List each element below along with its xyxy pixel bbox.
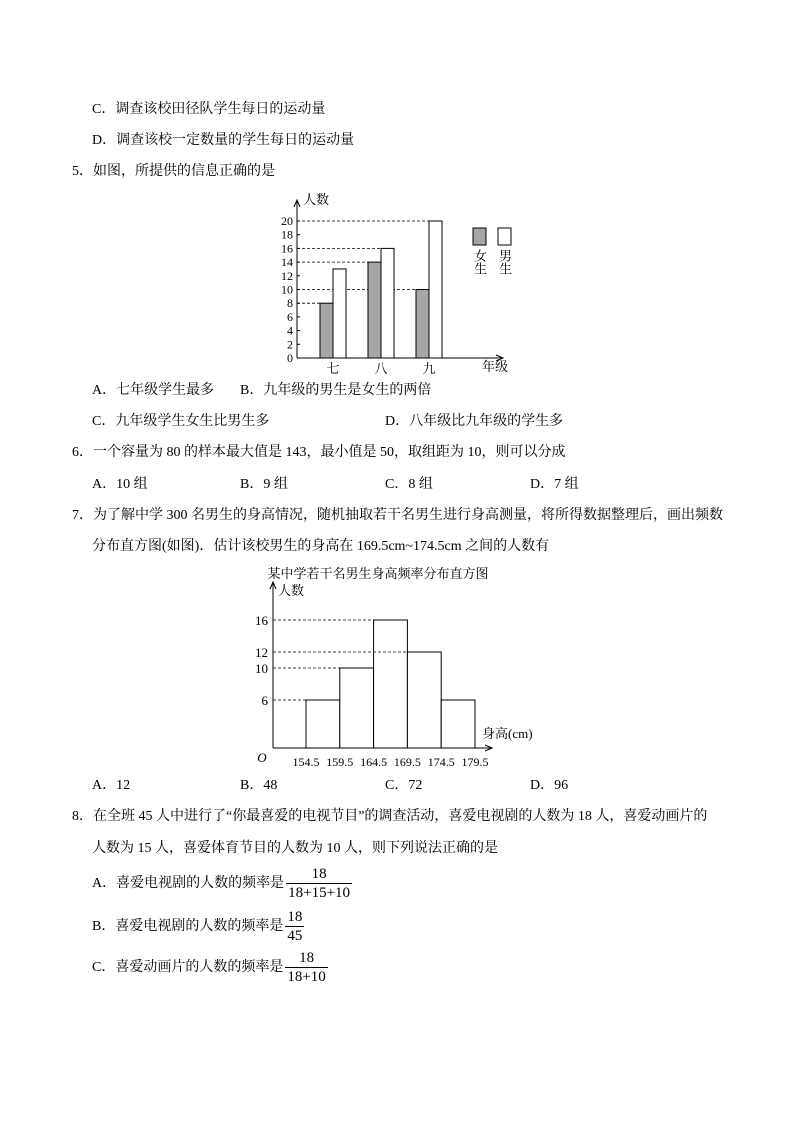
histogram-bar-3 (407, 652, 441, 748)
q6-stem: 6．一个容量为 80 的样本最大值是 143，最小值是 50，取组距为 10，则可以分成 (72, 445, 566, 460)
histogram-bar-2 (374, 620, 408, 748)
x-axis-label: 身高(cm) (482, 726, 533, 741)
y-tick-label: 14 (281, 255, 293, 270)
q7-stem-line-2: 分布直方图(如图)．估计该校男生的身高在 169.5cm~174.5cm 之间的人数有 (92, 539, 550, 554)
x-bin-edge-label: 169.5 (393, 755, 421, 769)
x-axis-label: 年级 (481, 359, 509, 374)
q5-option-d: D．八年级比九年级的学生多 (385, 414, 564, 429)
y-tick-label: 6 (287, 309, 293, 324)
legend-label-0: 女生 (472, 249, 487, 275)
q5-option-a: A．七年级学生最多 (92, 383, 215, 398)
y-tick-label: 6 (261, 693, 268, 708)
q7-option-a: A．12 (92, 778, 131, 793)
y-tick-label: 18 (281, 227, 293, 242)
fraction-numerator: 18 (311, 866, 327, 882)
q8-option-b-fraction (285, 908, 304, 945)
q7-option-b: B．48 (240, 778, 278, 793)
legend-swatch-1 (498, 228, 511, 245)
q8-option-c-label: C．喜爱动画片的人数的频率是 (92, 959, 284, 975)
y-tick-label: 2 (287, 337, 293, 352)
y-tick-label: 4 (287, 323, 293, 338)
fraction-numerator: 18 (287, 909, 303, 925)
q5-stem: 5．如图，所提供的信息正确的是 (72, 164, 275, 179)
q8-stem-line-1: 8．在全班 45 人中进行了“你最喜爱的电视节目”的调查活动，喜爱电视剧的人数为 18 人，喜爱动画片的 (72, 809, 708, 824)
histogram-bar-4 (441, 700, 475, 748)
y-axis-label: 人数 (303, 192, 330, 207)
y-axis-label: 人数 (278, 583, 305, 598)
legend-label-1: 男生 (497, 249, 512, 275)
histogram-bar-0 (306, 700, 340, 748)
y-tick-label: 12 (281, 268, 293, 283)
x-category-label: 七 (326, 361, 340, 376)
q7-option-d: D．96 (530, 778, 569, 793)
y-tick-label: 10 (255, 661, 268, 676)
bar-series-0-category-2 (416, 290, 429, 359)
x-bin-edge-label: 179.5 (461, 755, 489, 769)
x-category-label: 八 (374, 361, 388, 376)
q8-option-b-label: B．喜爱电视剧的人数的频率是 (92, 918, 284, 934)
grade-gender-bar-chart (270, 190, 520, 380)
q8-option-a (92, 865, 352, 902)
y-tick-label: 16 (281, 241, 293, 256)
chart-title: 某中学若干名男生身高频率分布直方图 (267, 566, 489, 581)
bar-series-0-category-0 (320, 303, 333, 358)
histogram-bar-1 (340, 668, 374, 748)
x-bin-edge-label: 164.5 (360, 755, 388, 769)
q5-option-c: C．九年级学生女生比男生多 (92, 414, 270, 429)
bar-series-0-category-1 (368, 262, 381, 358)
fraction-denominator: 18+15+10 (288, 885, 351, 901)
bar-series-1-category-1 (381, 248, 394, 358)
q8-stem-line-2: 人数为 15 人，喜爱体育节目的人数为 10 人，则下列说法正确的是 (92, 841, 498, 856)
q6-option-b: B．9 组 (240, 477, 288, 492)
q8-option-a-fraction (286, 865, 352, 902)
x-category-label: 九 (422, 361, 436, 376)
bar-series-1-category-2 (429, 221, 442, 358)
bar-series-1-category-0 (333, 269, 346, 358)
origin-label: O (257, 750, 267, 765)
fraction-denominator: 45 (287, 928, 303, 944)
q6-option-d: D．7 组 (530, 477, 579, 492)
q8-option-c (92, 949, 328, 986)
legend-swatch-0 (473, 228, 486, 245)
y-tick-label: 16 (255, 613, 268, 628)
q6-option-c: C．8 组 (385, 477, 433, 492)
q7-stem-line-1: 7．为了解中学 300 名男生的身高情况，随机抽取若干名男生进行身高测量，将所得数据整理后，画出频数 (72, 508, 723, 523)
q8-option-c-fraction (285, 949, 327, 986)
height-histogram-chart (245, 563, 555, 775)
q4-option-d: D．调查该校一定数量的学生每日的运动量 (92, 133, 355, 148)
x-bin-edge-label: 154.5 (292, 755, 320, 769)
x-bin-edge-label: 174.5 (427, 755, 455, 769)
y-tick-label: 8 (287, 296, 293, 311)
q5-option-b: B．九年级的男生是女生的两倍 (240, 383, 432, 398)
q8-option-b (92, 908, 304, 945)
x-bin-edge-label: 159.5 (326, 755, 354, 769)
y-tick-label: 0 (287, 351, 293, 365)
q4-option-c: C．调查该校田径队学生每日的运动量 (92, 102, 326, 117)
q8-option-a-label: A．喜爱电视剧的人数的频率是 (92, 875, 285, 891)
q6-option-a: A．10 组 (92, 477, 148, 492)
fraction-numerator: 18 (299, 950, 315, 966)
y-tick-label: 12 (255, 645, 268, 660)
q7-option-c: C．72 (385, 778, 423, 793)
y-tick-label: 10 (281, 282, 293, 297)
fraction-denominator: 18+10 (287, 969, 326, 985)
y-tick-label: 20 (281, 214, 293, 228)
